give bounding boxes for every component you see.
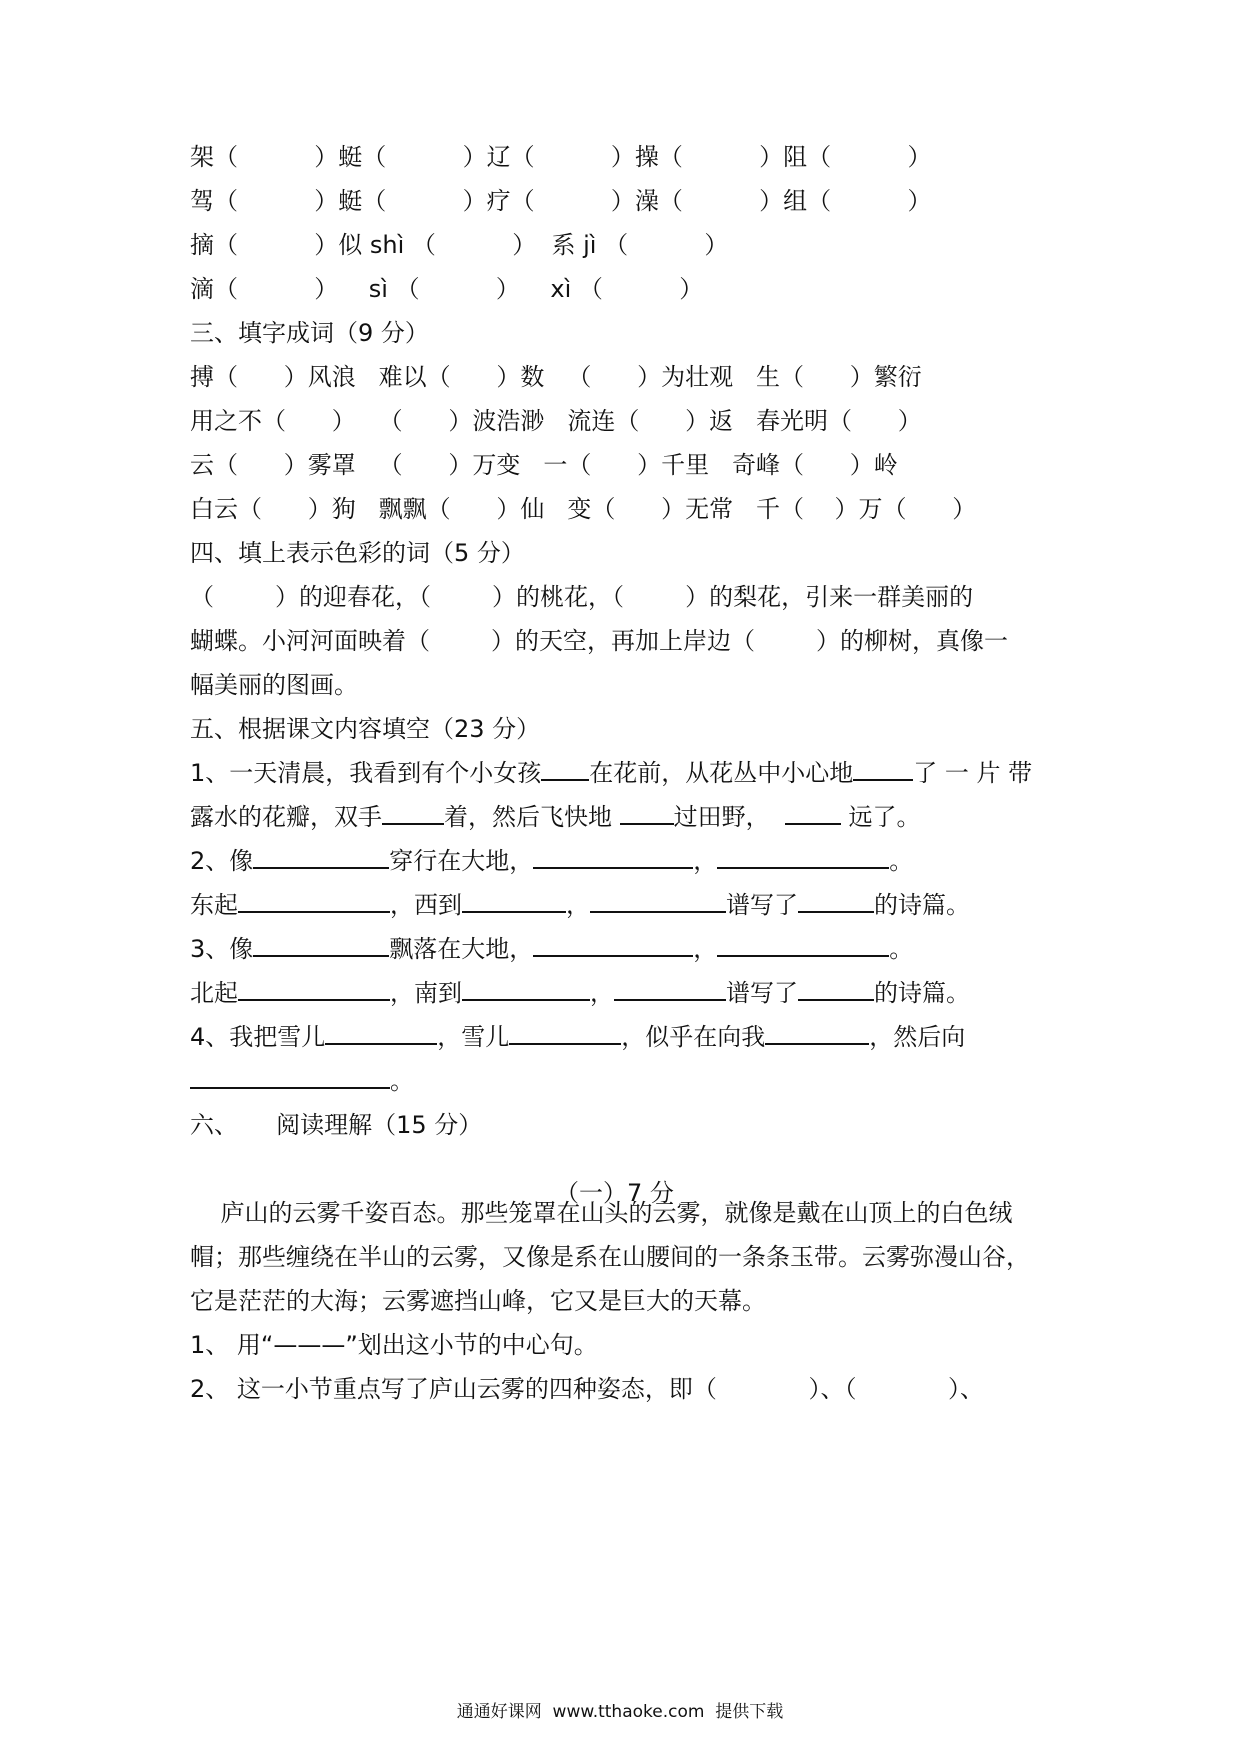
section-3-line-1: 搏（ ）风浪 难以（ ）数 （ ）为壮观 生（ ）繁衍 <box>190 363 922 391</box>
blank-line[interactable] <box>190 1065 390 1089</box>
blank-line[interactable] <box>590 889 726 913</box>
blank-line[interactable] <box>238 889 390 913</box>
blank-line[interactable] <box>382 801 444 825</box>
section-3-line-2: 用之不（ ） （ ）波浩渺 流连（ ）返 春光明（ ） <box>190 407 922 435</box>
reading-question-2: 2、 这一小节重点写了庐山云雾的四种姿态，即（ ）、（ ）、 <box>190 1375 984 1403</box>
blank-line[interactable] <box>765 1021 869 1045</box>
reading-passage-title: （一）7 分 <box>555 1179 674 1207</box>
section-4-heading: 四、填上表示色彩的词（5 分） <box>190 539 525 567</box>
blank-line[interactable] <box>717 933 889 957</box>
reading-passage-line-1: 庐山的云雾千姿百态。那些笼罩在山头的云雾，就像是戴在山顶上的白色绒 <box>190 1199 1013 1227</box>
character-pinyin-row-4: 滴（ ） sì （ ） xì （ ） <box>190 275 704 303</box>
section-5-q3-line-1: 3、像 飘落在大地， ， 。 <box>190 935 914 963</box>
blank-line[interactable] <box>238 977 390 1001</box>
blank-line[interactable] <box>325 1021 437 1045</box>
blank-line[interactable] <box>533 933 693 957</box>
section-5-q2-line-2: 东起 ，西到 ， 谱写了 的诗篇。 <box>190 891 970 919</box>
reading-question-1: 1、 用“———”划出这小节的中心句。 <box>190 1331 598 1359</box>
section-4-line-2: 蝴蝶。小河河面映着（ ）的天空，再加上岸边（ ）的柳树，真像一 <box>190 627 1009 655</box>
section-4-line-1: （ ）的迎春花，（ ）的桃花，（ ）的梨花，引来一群美丽的 <box>190 583 974 611</box>
blank-line[interactable] <box>717 845 889 869</box>
section-5-q1-line-1: 1、一天清晨，我看到有个小女孩 在花前，从花丛中小心地 了 一 片 带 <box>190 759 1033 787</box>
section-5-q4-line-1: 4、我把雪儿 ，雪儿 ，似乎在向我 ，然后向 <box>190 1023 966 1051</box>
character-pinyin-row-3: 摘（ ）似 shì （ ） 系 jì （ ） <box>190 231 729 259</box>
blank-line[interactable] <box>509 1021 621 1045</box>
section-5-q2-line-1: 2、像 穿行在大地， ， 。 <box>190 847 914 875</box>
character-pinyin-row-1: 架（ ）蜓（ ）辽（ ）操（ ）阻（ ） <box>190 143 932 171</box>
blank-line[interactable] <box>253 845 389 869</box>
blank-line[interactable] <box>253 933 389 957</box>
blank-line[interactable] <box>785 801 841 825</box>
blank-line[interactable] <box>798 977 874 1001</box>
reading-passage-line-2: 帽；那些缠绕在半山的云雾，又像是系在山腰间的一条条玉带。云雾弥漫山谷， <box>190 1243 1030 1271</box>
section-3-line-4: 白云（ ）狗 飘飘（ ）仙 变（ ）无常 千（ ）万（ ） <box>190 495 977 523</box>
blank-line[interactable] <box>462 977 590 1001</box>
section-5-q1-line-2: 露水的花瓣，双手 着，然后飞快地 过田野， 远了。 <box>190 803 921 831</box>
blank-line[interactable] <box>541 757 589 781</box>
blank-line[interactable] <box>462 889 566 913</box>
section-4-line-3: 幅美丽的图画。 <box>190 671 358 699</box>
section-5-q4-line-2: 。 <box>190 1064 414 1098</box>
blank-line[interactable] <box>798 889 874 913</box>
blank-line[interactable] <box>620 801 674 825</box>
blank-line[interactable] <box>614 977 726 1001</box>
page-footer: 通通好课网 www.tthaoke.com 提供下载 <box>456 1702 784 1722</box>
reading-passage-line-3: 它是茫茫的大海；云雾遮挡山峰，它又是巨大的天幕。 <box>190 1287 766 1315</box>
blank-line[interactable] <box>853 757 913 781</box>
section-5-q3-line-2: 北起 ，南到 ， 谱写了 的诗篇。 <box>190 979 970 1007</box>
section-3-line-3: 云（ ）雾罩 （ ）万变 一（ ）千里 奇峰（ ）岭 <box>190 451 898 479</box>
blank-line[interactable] <box>533 845 693 869</box>
section-3-heading: 三、填字成词（9 分） <box>190 319 429 347</box>
section-5-heading: 五、根据课文内容填空（23 分） <box>190 715 541 743</box>
section-6-heading: 六、 阅读理解（15 分） <box>190 1111 483 1139</box>
character-pinyin-row-2: 驾（ ）蜓（ ）疗（ ）澡（ ）组（ ） <box>190 187 932 215</box>
